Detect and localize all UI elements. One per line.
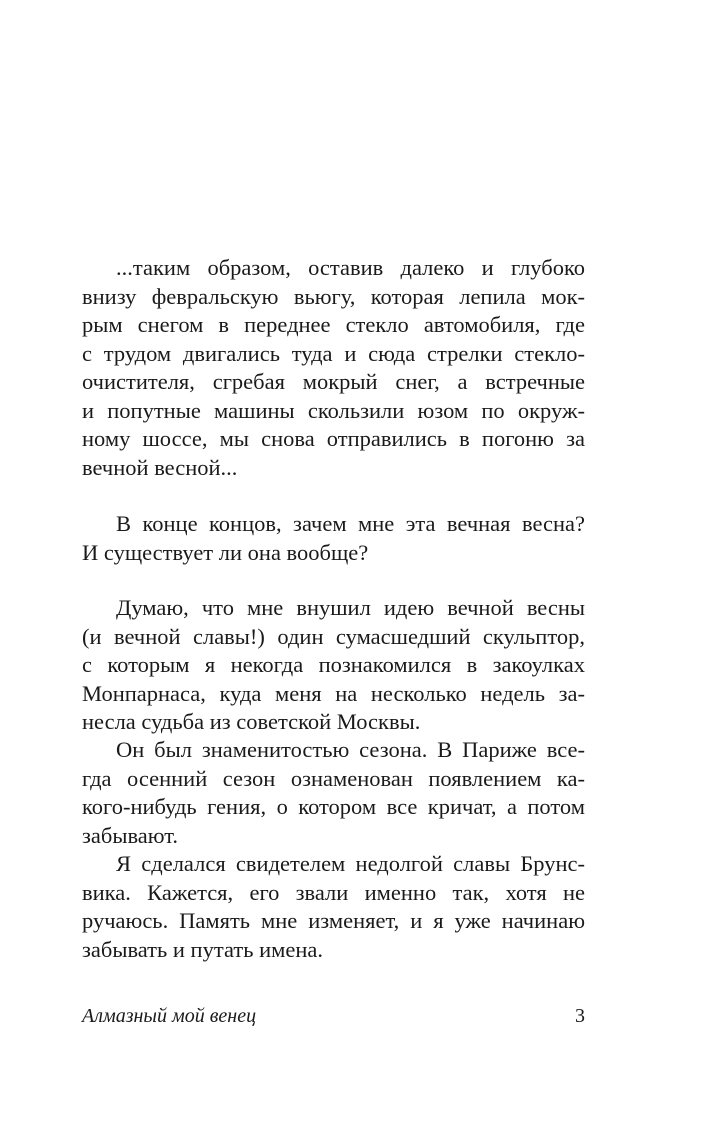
paragraph-1 bbox=[82, 254, 585, 482]
paragraph-3 bbox=[82, 594, 585, 737]
paragraph-line: гда осенний сезон ознаменован появлением ка- bbox=[82, 765, 585, 791]
paragraph-line: вечной весной... bbox=[82, 454, 238, 480]
paragraph-line: с которым я некогда познакомился в закоулках bbox=[82, 652, 585, 677]
paragraph-line: и попутные машины скользили юзом по окруж- bbox=[82, 397, 585, 423]
paragraph-line: ному шоссе, мы снова отправились в погоню за bbox=[82, 426, 585, 451]
paragraph-line: забывают. bbox=[82, 822, 179, 848]
paragraph-5 bbox=[82, 850, 585, 964]
paragraph-line: И существует ли она вообще? bbox=[82, 539, 369, 565]
paragraph-4 bbox=[82, 736, 585, 850]
paragraph-line: (и вечной славы!) один сумасшедший скульптор, bbox=[82, 623, 585, 649]
paragraph-line: Монпарнаса, куда меня на несколько недель за- bbox=[82, 680, 585, 706]
paragraph-line: Он был знаменитостью сезона. В Париже все- bbox=[116, 737, 585, 762]
page-number: 3 bbox=[575, 1005, 585, 1027]
paragraph-line: вика. Кажется, его звали именно так, хотя не bbox=[82, 879, 585, 905]
paragraph-2 bbox=[82, 510, 585, 567]
paragraph-line: Я сделался свидетелем недолгой славы Брунс- bbox=[116, 851, 585, 876]
paragraph-line: ...таким образом, оставив далеко и глубоко bbox=[116, 255, 585, 280]
paragraph-line: забывать и путать имена. bbox=[82, 936, 323, 962]
paragraph-line: кого-нибудь гения, о котором все кричат, а потом bbox=[82, 794, 585, 819]
paragraph-line: ручаюсь. Память мне изменяет, и я уже начинаю bbox=[82, 908, 585, 933]
paragraph-line: несла судьба из советской Москвы. bbox=[82, 709, 421, 734]
paragraph-line: очистителя, сгребая мокрый снег, а встречные bbox=[82, 369, 585, 394]
paragraph-line: внизу февральскую вьюгу, которая лепила мок- bbox=[82, 283, 585, 309]
paragraph-line: с трудом двигались туда и сюда стрелки стекло- bbox=[82, 340, 585, 366]
paragraph-line: рым снегом в переднее стекло автомобиля, где bbox=[82, 312, 585, 337]
book-title: Алмазный мой венец bbox=[82, 1005, 257, 1027]
paragraph-line: В конце концов, зачем мне эта вечная весна? bbox=[116, 511, 585, 536]
paragraph-line: Думаю, что мне внушил идею вечной весны bbox=[116, 595, 585, 620]
